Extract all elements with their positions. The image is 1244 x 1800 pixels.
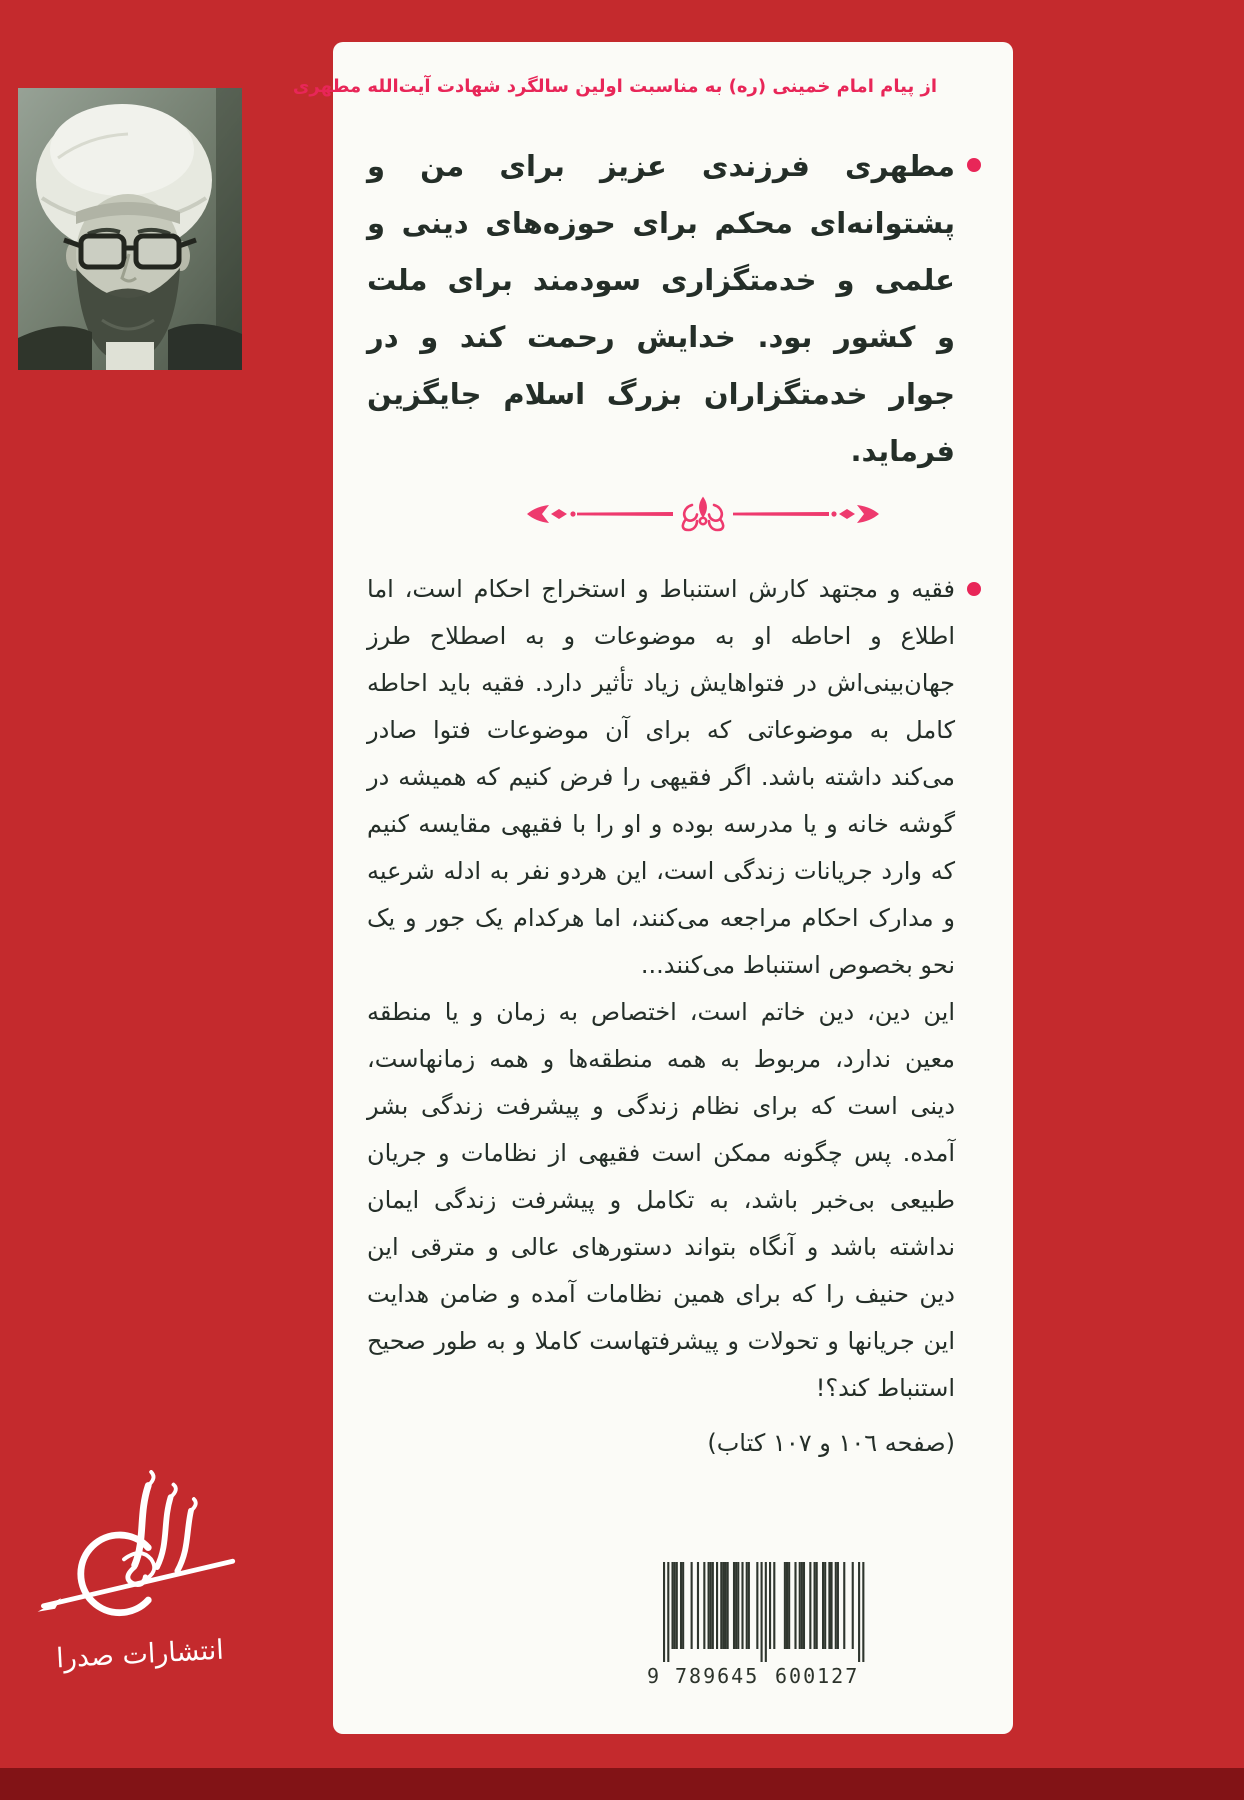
barcode-left-group: 789645 <box>675 1664 760 1688</box>
barcode-first-digit: 9 <box>647 1664 662 1688</box>
footer-stripe <box>0 1768 1244 1800</box>
publisher-logo <box>20 1470 260 1675</box>
publisher-name: انتشارات صدرا <box>55 1634 225 1675</box>
quote-attribution-header: از پیام امام خمینی (ره) به مناسبت اولین سالگرد شهادت آیت‌الله مطهری <box>292 76 937 97</box>
barcode-bars <box>647 1562 875 1662</box>
publisher-logo-icon <box>33 1470 248 1635</box>
page-reference: (صفحه ١٠٦ و ١٠٧ کتاب) <box>707 1429 955 1457</box>
content-panel <box>292 42 1013 1734</box>
barcode-digits <box>647 1664 875 1692</box>
author-photo <box>18 88 242 370</box>
ornamental-divider-icon <box>523 494 883 534</box>
khomeini-quote-paragraph: مطهری فرزندی عزیز برای من و پشتوانه‌ای محکم برای حوزه‌های دینی و علمی و خدمتگزاری سودمند برای ملت و کشور بود. خدایش رحمت کند و در جوار خدمتگزاران بزرگ اسلام جایگزین فرماید. <box>367 149 955 468</box>
isbn-barcode <box>647 1562 875 1702</box>
fiqh-quote-block <box>333 566 1013 1467</box>
ornamental-divider <box>523 494 883 534</box>
barcode-right-group: 600127 <box>775 1664 860 1688</box>
fiqh-quote-paragraph-1: فقیه و مجتهد کارش استنباط و استخراج احکام است، اما اطلاع و احاطه او به موضوعات و به اصطلاح طرز جهان‌بینی‌اش در فتواهایش زیاد تأثیر دارد. فقیه باید احاطه کامل به موضوعاتی که برای آن موضوعات فتوا صادر می‌کند داشته باشد. اگر فقیهی را فرض کنیم که همیشه در گوشه خانه و یا مدرسه بوده و او را با فقیهی مقایسه کنیم که وارد جریانات زندگی است، این هردو نفر به ادله شرعیه و مدارک احکام مراجعه می‌کنند، اما هرکدام یک جور و یک نحو بخصوص استنباط می‌کنند... <box>367 575 955 979</box>
fiqh-quote-paragraph-2: این دین، دین خاتم است، اختصاص به زمان و یا منطقه معین ندارد، مربوط به همه منطقه‌ها و همه زمانهاست، دینی است که برای نظام زندگی و پیشرفت زندگی بشر آمده. پس چگونه ممکن است فقیهی از نظامات و جریان طبیعی بی‌خبر باشد، به تکامل و پیشرفت زندگی ایمان نداشته باشد و آنگاه بتواند دستورهای عالی و مترقی این دین حنیف را که برای همین نظامات آمده و ضامن هدایت این جریانها و تحولات و پیشرفتهاست کاملا و به طور صحیح استنباط کند؟! <box>367 998 955 1402</box>
author-portrait-image <box>18 88 242 370</box>
